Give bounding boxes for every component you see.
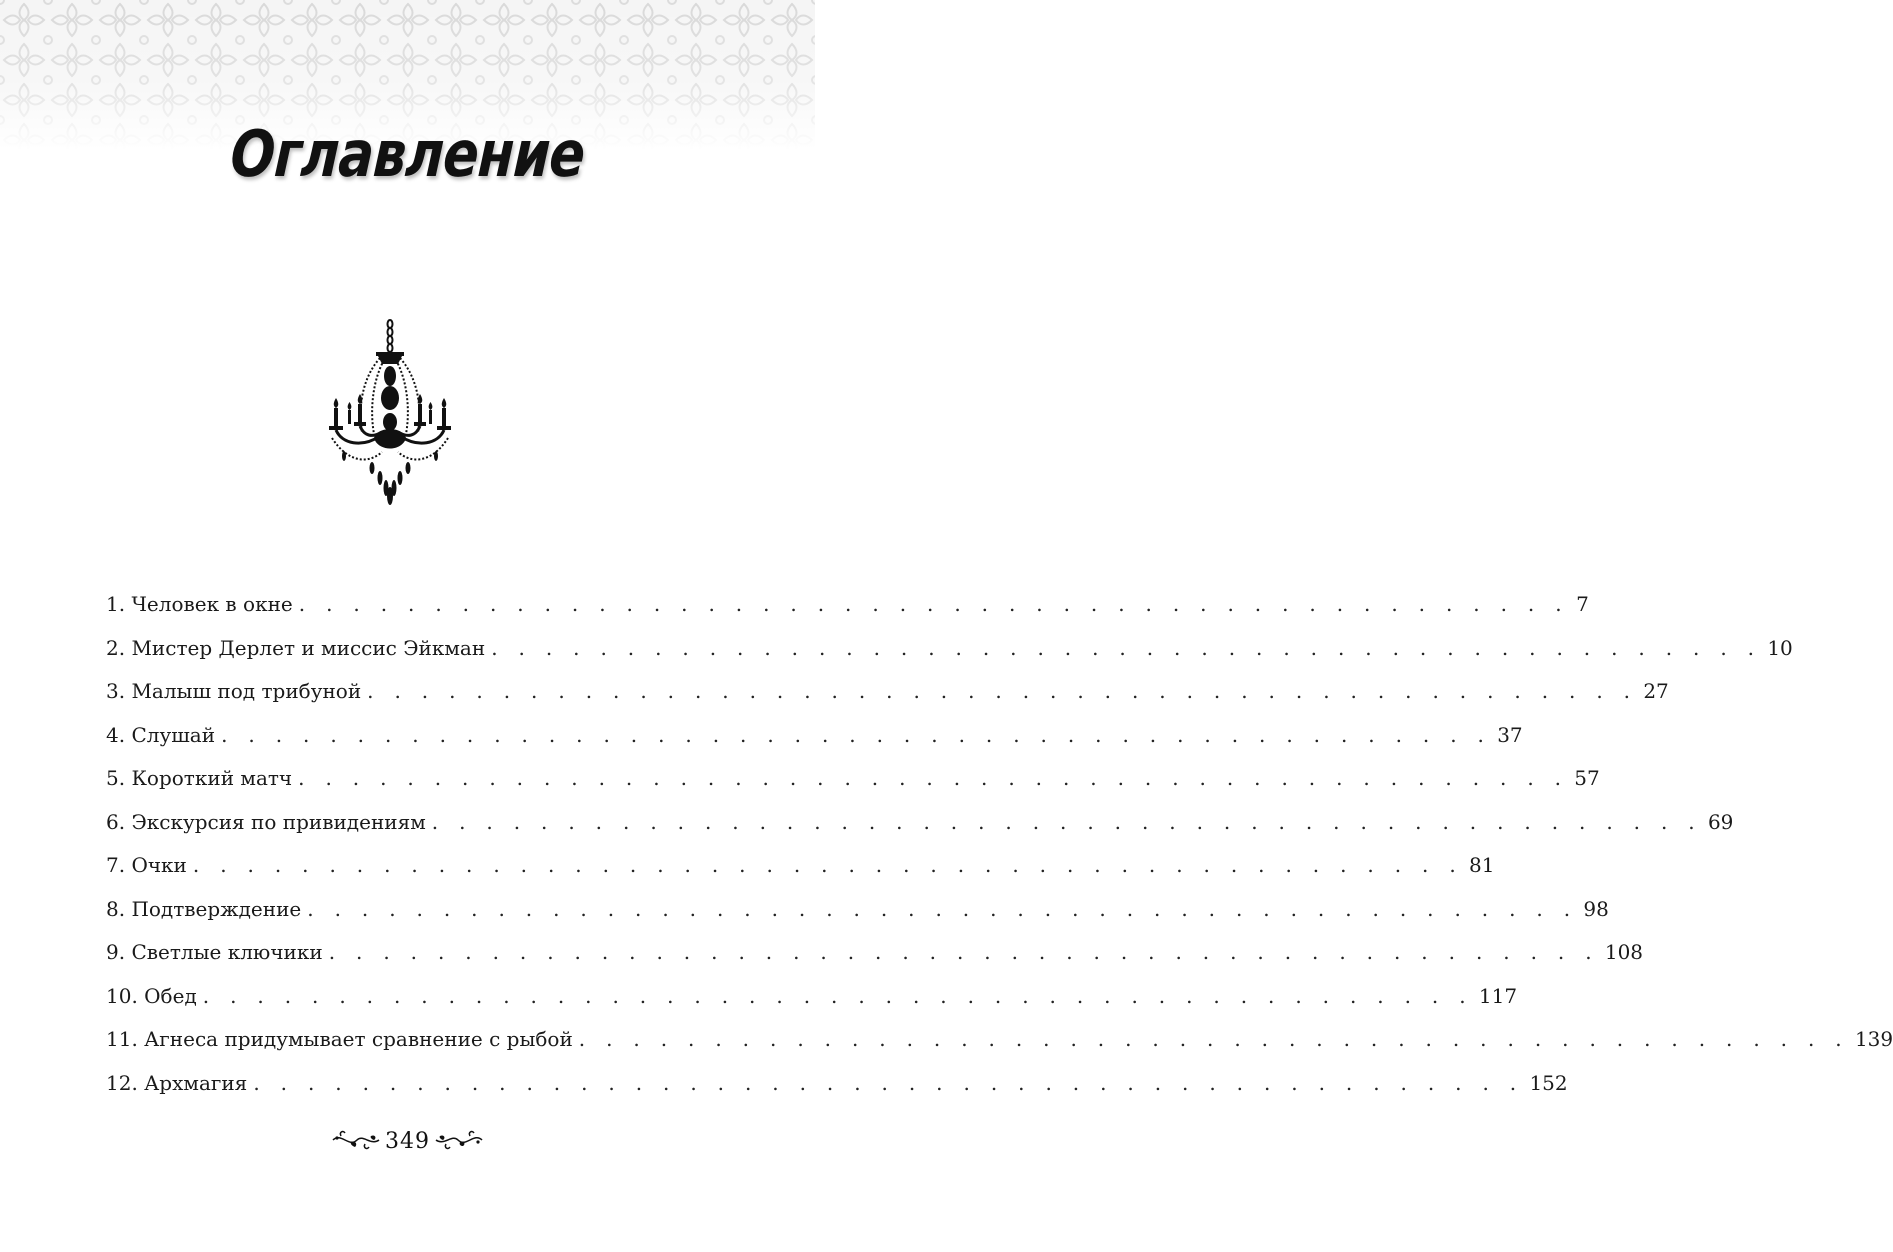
- toc-entry[interactable]: [106, 762, 1600, 806]
- toc-entry-title: 10. Обед: [106, 983, 197, 1008]
- toc-entry[interactable]: [106, 1067, 1568, 1111]
- dot-leader: . . . . . . . . . . . . . . . . . . . . . . . . . . . . . . . . . . . . . . . . . . . . . . .: [578, 1027, 1849, 1051]
- toc-entry-title: 11. Агнеса придумывает сравнение с рыбой: [106, 1027, 573, 1051]
- table-of-contents: [106, 588, 1893, 1110]
- toc-entry[interactable]: [106, 980, 1518, 1024]
- dot-leader: . . . . . . . . . . . . . . . . . . . . . . . . . . . . . . . . . . . . . . . . . . . . . . .: [328, 940, 1599, 964]
- toc-entry[interactable]: [106, 632, 1793, 676]
- toc-entry-page: 37: [1497, 722, 1523, 747]
- toc-entry-page: 7: [1576, 592, 1589, 616]
- page-number: 349: [385, 1128, 430, 1154]
- toc-entry-title: 9. Светлые ключики: [106, 940, 323, 964]
- vine-flourish-left-icon: [331, 1128, 381, 1154]
- toc-entry-title: 8. Подтверждение: [106, 896, 302, 921]
- toc-entry[interactable]: [106, 893, 1609, 937]
- toc-entry[interactable]: [106, 675, 1669, 719]
- dot-leader: . . . . . . . . . . . . . . . . . . . . . . . . . . . . . . . . . . . . . . . . . . . . . . .: [253, 1070, 1524, 1095]
- dot-leader: . . . . . . . . . . . . . . . . . . . . . . . . . . . . . . . . . . . . . . . . . . . . . . .: [202, 983, 1473, 1008]
- dot-leader: . . . . . . . . . . . . . . . . . . . . . . . . . . . . . . . . . . . . . . . . . . . . . . .: [367, 679, 1638, 703]
- dot-leader: . . . . . . . . . . . . . . . . . . . . . . . . . . . . . . . . . . . . . . . . . . . . . . .: [491, 635, 1762, 660]
- toc-entry-page: 152: [1529, 1070, 1568, 1095]
- toc-entry[interactable]: [106, 588, 1589, 632]
- toc-entry-page: 81: [1469, 853, 1495, 877]
- toc-entry-title: 6. Экскурсия по привидениям: [106, 809, 426, 834]
- toc-entry-page: 98: [1583, 896, 1609, 921]
- toc-entry-page: 69: [1707, 809, 1734, 834]
- toc-entry-page: 117: [1478, 983, 1518, 1008]
- toc-entry-page: 10: [1767, 635, 1793, 660]
- dot-leader: . . . . . . . . . . . . . . . . . . . . . . . . . . . . . . . . . . . . . . . . . . . . . . .: [298, 592, 1569, 616]
- toc-entry[interactable]: [106, 936, 1644, 980]
- toc-entry-page: 139: [1854, 1027, 1893, 1051]
- toc-entry-title: 2. Мистер Дерлет и миссис Эйкман: [106, 635, 486, 660]
- toc-entry[interactable]: [106, 1023, 1893, 1067]
- vine-flourish-right-icon: [434, 1128, 484, 1154]
- toc-entry[interactable]: [106, 806, 1734, 850]
- toc-entry-title: 3. Малыш под трибуной: [106, 679, 362, 703]
- dot-leader: . . . . . . . . . . . . . . . . . . . . . . . . . . . . . . . . . . . . . . . . . . . . . . .: [221, 722, 1492, 747]
- toc-entry-title: 5. Короткий матч: [106, 766, 293, 790]
- dot-leader: . . . . . . . . . . . . . . . . . . . . . . . . . . . . . . . . . . . . . . . . . . . . . . .: [298, 766, 1569, 790]
- toc-entry-page: 27: [1643, 679, 1669, 703]
- page-folio: [0, 1128, 815, 1154]
- toc-entry-title: 4. Слушай: [106, 722, 216, 747]
- chandelier-icon: [322, 318, 458, 508]
- toc-entry-page: 108: [1604, 940, 1644, 964]
- page-title: Оглавление: [228, 118, 587, 192]
- dot-leader: . . . . . . . . . . . . . . . . . . . . . . . . . . . . . . . . . . . . . . . . . . . . . . .: [307, 896, 1578, 921]
- toc-entry-title: 7. Очки: [106, 853, 187, 877]
- toc-entry[interactable]: [106, 719, 1523, 763]
- toc-entry-title: 12. Архмагия: [106, 1070, 248, 1095]
- dot-leader: . . . . . . . . . . . . . . . . . . . . . . . . . . . . . . . . . . . . . . . . . . . . . . .: [431, 809, 1702, 834]
- dot-leader: . . . . . . . . . . . . . . . . . . . . . . . . . . . . . . . . . . . . . . . . . . . . . . .: [192, 853, 1464, 877]
- toc-entry-page: 57: [1574, 766, 1600, 790]
- toc-entry[interactable]: [106, 849, 1495, 893]
- toc-entry-title: 1. Человек в окне: [106, 592, 293, 616]
